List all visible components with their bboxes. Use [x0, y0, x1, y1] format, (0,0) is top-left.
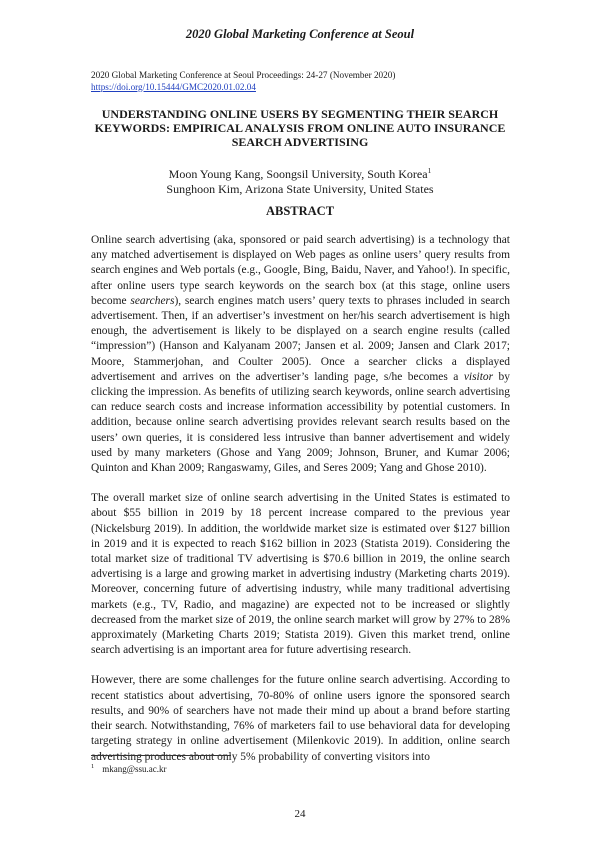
author-list — [0, 163, 600, 197]
paragraph-2-text: The overall market size of online search advertising in the United States is estimated to about $55 billion in 2019 by 18 percent increase compared to the previous year (Nickelsburg 2019). In addition, the worldwide market size is estimated over $127 billion in 2019 and it is expected to reach $162 billion in 2023 (Statista 2019). Considering the total market size of traditional TV advertising is $70.6 billion in 2019, the online search advertising is a large and growing market in advertising industry (Marketing charts 2019). Moreover, concerning future of advertising industry, while many traditional advertising markets (e.g., TV, Radio, and magazine) are expected not to be increased or slightly decreased from the market size of 2019, the online search market will grow by 27% to 28% approximately (Marketing Charts 2019; Statista 2019). Given this market trend, online search advertising is an important area for future advertising research. — [91, 492, 510, 657]
paragraph-1-emphasis-searchers: searchers — [130, 294, 175, 307]
footnote-email: mkang@ssu.ac.kr — [102, 764, 167, 774]
author-2-affiliation: Sunghoon Kim, Arizona State University, United States — [166, 182, 434, 196]
running-head: 2020 Global Marketing Conference at Seoul — [185, 27, 415, 41]
doi-link[interactable]: https://doi.org/10.15444/GMC2020.01.02.04 — [91, 81, 256, 92]
abstract-body — [91, 233, 510, 780]
paragraph-1-text-end: by clicking the impression. As benefits of utilizing search keywords, online search advertising can reduce search costs and increase information accessibility by potential customers. In addition, because online search advertising provides relevant search results based on the users’ own queries, it is considered less intrusive than banner advertisement and widely used by many marketers (Ghose and Yang 2009; Johnson, Bruner, and Kumar 2006; Quinton and Khan 2009; Rangaswamy, Giles, and Seres 2009; Yang and Ghose 2010). — [91, 370, 510, 475]
abstract-heading: ABSTRACT — [265, 204, 335, 218]
author-2 — [0, 182, 600, 197]
footnote-divider — [91, 755, 231, 756]
page-number: 24 — [294, 808, 306, 820]
author-1-footnote-mark: 1 — [427, 166, 432, 175]
author-1-affiliation: Moon Young Kang, Soongsil University, South Korea — [168, 167, 428, 181]
paragraph-3 — [91, 673, 510, 764]
paragraph-3-text: However, there are some challenges for the future online search advertising. According to recent statistics about advertising, 70-80% of online users ignore the sponsored search results, and 90% of searchers have not made their mind up about a brand before starting their search. Notwithstanding, 76% of marketers fail to use behavioral data for developing targeting strategy in online advertisement (Milenkovic 2019). In addition, online search advertising produces about only 5% probability of converting visitors into — [91, 674, 510, 763]
proceedings-citation: 2020 Global Marketing Conference at Seoul Proceedings: 24-27 (November 2020) — [91, 70, 396, 80]
paper-title: UNDERSTANDING ONLINE USERS BY SEGMENTING THEIR SEARCH KEYWORDS: EMPIRICAL ANALYSIS FROM ONLINE AUTO INSURANCE SEARCH ADVERTISING — [94, 107, 506, 149]
paragraph-1-text: Online search advertising (aka, sponsored or paid search advertising) is a technology that any matched advertisement is displayed on Web pages as online users’ query results from search engines and Web portals (e.g., Google, Bing, Baidu, Naver, and Yahoo!). In specific, after online users type search keywords on the search box (at this stage, online users become — [91, 234, 510, 307]
paragraph-1 — [91, 233, 510, 476]
footnote-mark: 1 — [91, 763, 95, 770]
paragraph-1-text-cont: ), search engines match users’ query texts to phrases included in search advertisement. Then, if an advertiser’s investment on her/his search advertisement is high enough, the advertisement is likely to be displayed on a search engine results (called “impression”) (Hanson and Kalyanam 2007; Jansen et al. 2009; Jansen and Clark 2017; Moore, Stammerjohan, and Coulter 2005). Once a searcher clicks a displayed advertisement and arrives on the advertiser’s landing page, s/he becomes a — [91, 294, 510, 383]
footnote — [91, 763, 167, 774]
paragraph-2 — [91, 491, 510, 658]
author-1 — [0, 163, 600, 182]
proceedings-info — [91, 70, 511, 93]
paragraph-1-emphasis-visitor: visitor — [463, 370, 494, 383]
